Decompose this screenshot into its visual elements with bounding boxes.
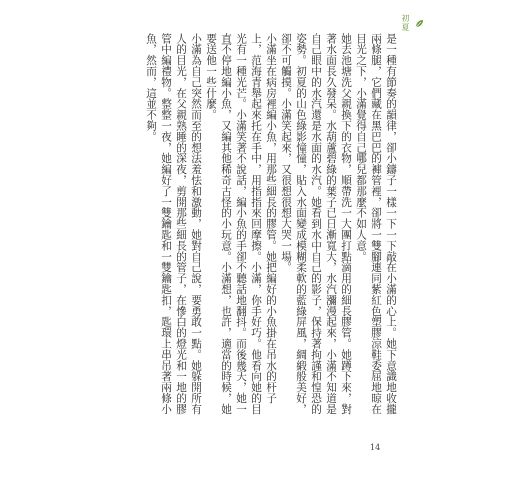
paragraph-2: 她去池塘洗父親換下的衣物，順帶洗一大團打點滴用的細長膠管。她蹲下來，對著水面長久發呆。水葫蘆碧綠的葉子已日漸寬大，水汽瀰漫起來，小滿不知道是自己眼中的水汽還是水面的水汽。她看到水中自己的影子，保持著拘謹和惶恐的姿勢。初夏的山色綠影憧憧，貼入水面變成模糊柔軟的藍綠屏風，綢緞般美好，卻不可觸摸。小滿笑起來，又很想很想大哭一場。 <box>280 33 352 415</box>
leaf-icon <box>414 14 424 33</box>
paragraph-4: 小滿為自己突然而至的想法羞怯和激動，她對自己說，要勇敢一點。她躲開所有人的目光，在父親熟睡的深夜，剪開那些細長的管子，在慘白的燈光和一地的膠管中編禮物。整整一夜，她編好了一雙鑰匙和一雙鑰匙扣，匙環上串吊著兩條小魚，然而，這並不夠。 <box>145 33 202 415</box>
paragraph-1: 是一種有節奏的韻律，卻小鑄子一樣一下一下敲在小滿的心上。她下意識地收攏兩條腿，它們藏在黑巴巴的褲管裡，卻將一雙腳連同紫紅色塑膠涼鞋委屈地晾在目光之下，小滿覺得自己哪兒都那麼不如人意。 <box>355 33 397 415</box>
body-text <box>143 33 398 422</box>
chapter-title: 初夏 <box>401 14 410 32</box>
running-head <box>400 14 424 33</box>
paragraph-3: 小滿坐在病房裡編小魚，用那些細長的膠管。她把編好的小魚掛在吊水的杆子上，范海青舉起來托在手中，用指指來回摩擦。小滿，你手好巧。他看向她的目光有一種光芒。小滿笑著不說話，編小魚的手卻不聽話地翻抖。而後幾天，她一直不停地編小魚，又編其他稀奇古怪的小玩意。小滿想，也許，適當的時候，她要送他一些什麼。 <box>205 33 277 415</box>
page-number: 14 <box>370 443 381 452</box>
